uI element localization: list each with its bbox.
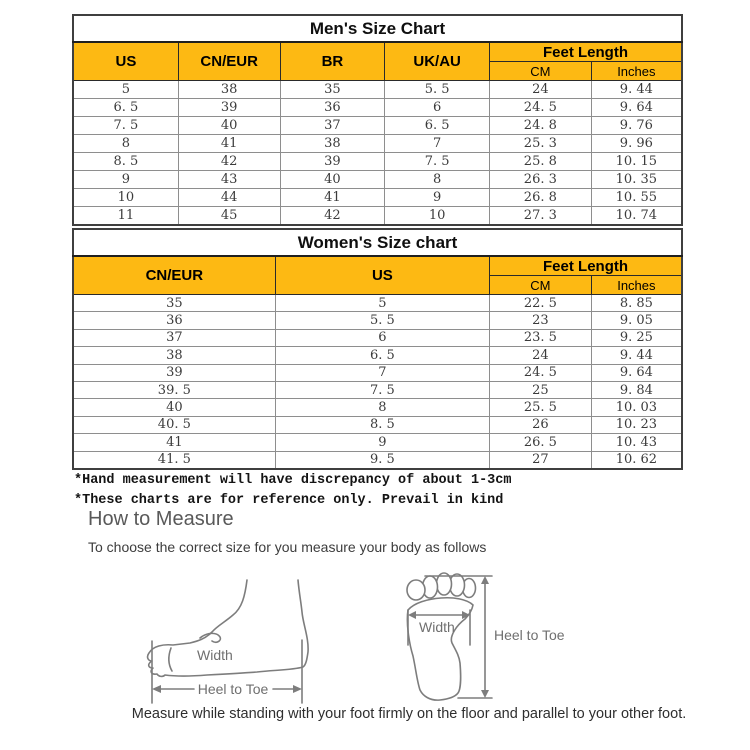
table-row [73,81,682,99]
table-row [73,416,682,433]
table-cell: 9 [73,171,178,189]
table-row [73,153,682,171]
table-row [73,189,682,207]
womens-table-title: Women's Size chart [73,229,682,256]
table-row [73,364,682,381]
table-cell: 23 [490,312,592,329]
width-arrowhead-left [408,611,416,619]
table-cell: 8 [275,399,489,416]
table-cell: 11 [73,207,178,226]
table-cell: 8. 85 [591,295,682,312]
table-cell: 42 [280,207,385,226]
table-cell: 27 [490,451,592,469]
column-header-br: BR [280,42,385,81]
table-row [73,451,682,469]
table-cell: 9. 44 [591,81,682,99]
table-cell: 39 [178,99,280,117]
table-cell: 44 [178,189,280,207]
table-row [73,434,682,451]
mens-table-title: Men's Size Chart [73,15,682,42]
table-row [73,207,682,226]
column-header-us: US [73,42,178,81]
table-cell: 9. 64 [591,99,682,117]
table-cell: 9 [275,434,489,451]
table-cell: 5. 5 [275,312,489,329]
table-cell: 10. 55 [591,189,682,207]
mens-size-table [72,14,683,226]
mens-table-body [73,81,682,226]
heel-to-toe-label: Heel to Toe [494,627,565,643]
table-cell: 10. 35 [591,171,682,189]
measurement-notes [74,471,511,511]
table-cell: 23. 5 [490,329,592,346]
column-header-uk-au: UK/AU [385,42,490,81]
table-cell: 10. 03 [591,399,682,416]
table-cell: 41 [178,135,280,153]
table-cell: 22. 5 [490,295,592,312]
table-cell: 10. 15 [591,153,682,171]
table-cell: 35 [280,81,385,99]
column-header-cm: CM [490,62,592,81]
column-header-cn-eur: CN/EUR [178,42,280,81]
table-cell: 6. 5 [275,347,489,364]
table-cell: 24 [490,347,592,364]
table-cell: 7 [275,364,489,381]
table-cell: 6 [275,329,489,346]
table-cell: 5 [275,295,489,312]
table-cell: 9. 05 [591,312,682,329]
table-cell: 9. 5 [275,451,489,469]
table-cell: 40 [178,117,280,135]
table-cell: 26. 3 [490,171,592,189]
table-row [73,329,682,346]
table-cell: 24. 8 [490,117,592,135]
table-cell: 25. 5 [490,399,592,416]
table-cell: 6. 5 [385,117,490,135]
table-cell: 9. 44 [591,347,682,364]
table-row [73,117,682,135]
table-cell: 41. 5 [73,451,275,469]
table-cell: 9. 25 [591,329,682,346]
womens-table-body [73,295,682,469]
note-line-1: *Hand measurement will have discrepancy of about 1-3cm [74,473,512,488]
arrowhead-down [481,690,489,698]
table-cell: 7. 5 [385,153,490,171]
column-header-cn-eur: CN/EUR [73,256,275,295]
arrowhead-up [481,576,489,584]
table-cell: 40 [280,171,385,189]
arrowhead-right [293,685,302,693]
table-cell: 5 [73,81,178,99]
width-label: Width [419,619,455,635]
table-cell: 40. 5 [73,416,275,433]
table-cell: 7. 5 [275,381,489,398]
table-cell: 10. 74 [591,207,682,226]
table-cell: 26. 5 [490,434,592,451]
table-cell: 8. 5 [73,153,178,171]
table-cell: 10 [385,207,490,226]
table-row [73,312,682,329]
table-cell: 10. 43 [591,434,682,451]
table-cell: 25. 8 [490,153,592,171]
table-cell: 43 [178,171,280,189]
table-cell: 9. 84 [591,381,682,398]
table-cell: 35 [73,295,275,312]
table-row [73,347,682,364]
table-row [73,99,682,117]
table-cell: 24 [490,81,592,99]
table-cell: 6. 5 [73,99,178,117]
foot-sole-view-diagram [395,563,585,708]
table-cell: 45 [178,207,280,226]
table-cell: 7. 5 [73,117,178,135]
table-cell: 8. 5 [275,416,489,433]
table-cell: 9 [385,189,490,207]
table-cell: 38 [73,347,275,364]
how-to-measure-heading: How to Measure [88,508,234,530]
table-cell: 27. 3 [490,207,592,226]
table-cell: 8 [73,135,178,153]
table-row [73,399,682,416]
table-row [73,171,682,189]
toe-detail-line [169,648,172,671]
column-header-cm: CM [490,276,592,295]
table-cell: 10. 23 [591,416,682,433]
table-cell: 38 [178,81,280,99]
table-cell: 39 [73,364,275,381]
table-cell: 39 [280,153,385,171]
table-cell: 9. 64 [591,364,682,381]
table-cell: 25. 3 [490,135,592,153]
measure-caption: Measure while standing with your foot firmly on the floor and parallel to your other foot. [131,706,687,722]
table-cell: 10 [73,189,178,207]
table-cell: 41 [280,189,385,207]
table-cell: 37 [73,329,275,346]
table-cell: 8 [385,171,490,189]
table-cell: 5. 5 [385,81,490,99]
table-cell: 37 [280,117,385,135]
column-header-inches: Inches [591,62,682,81]
table-cell: 26 [490,416,592,433]
table-row [73,295,682,312]
womens-size-table [72,228,683,470]
column-header-inches: Inches [591,276,682,295]
table-cell: 36 [280,99,385,117]
table-cell: 9. 76 [591,117,682,135]
big-toe [407,580,425,600]
table-cell: 40 [73,399,275,416]
table-cell: 36 [73,312,275,329]
table-cell: 24. 5 [490,99,592,117]
column-header-feet-length: Feet Length [490,42,683,62]
table-row [73,135,682,153]
table-cell: 38 [280,135,385,153]
table-row [73,381,682,398]
table-cell: 41 [73,434,275,451]
width-label: Width [197,647,233,663]
note-line-2: *These charts are for reference only. Prevail in kind [74,493,504,508]
column-header-us: US [275,256,489,295]
table-cell: 24. 5 [490,364,592,381]
table-cell: 7 [385,135,490,153]
arrowhead-left [152,685,161,693]
heel-to-toe-label: Heel to Toe [197,681,269,697]
foot-side-view-diagram [145,566,320,706]
table-cell: 26. 8 [490,189,592,207]
table-cell: 25 [490,381,592,398]
table-cell: 9. 96 [591,135,682,153]
how-to-measure-subheading: To choose the correct size for you measure your body as follows [88,539,487,555]
column-header-feet-length: Feet Length [490,256,682,276]
table-cell: 6 [385,99,490,117]
table-cell: 39. 5 [73,381,275,398]
table-cell: 10. 62 [591,451,682,469]
table-cell: 42 [178,153,280,171]
